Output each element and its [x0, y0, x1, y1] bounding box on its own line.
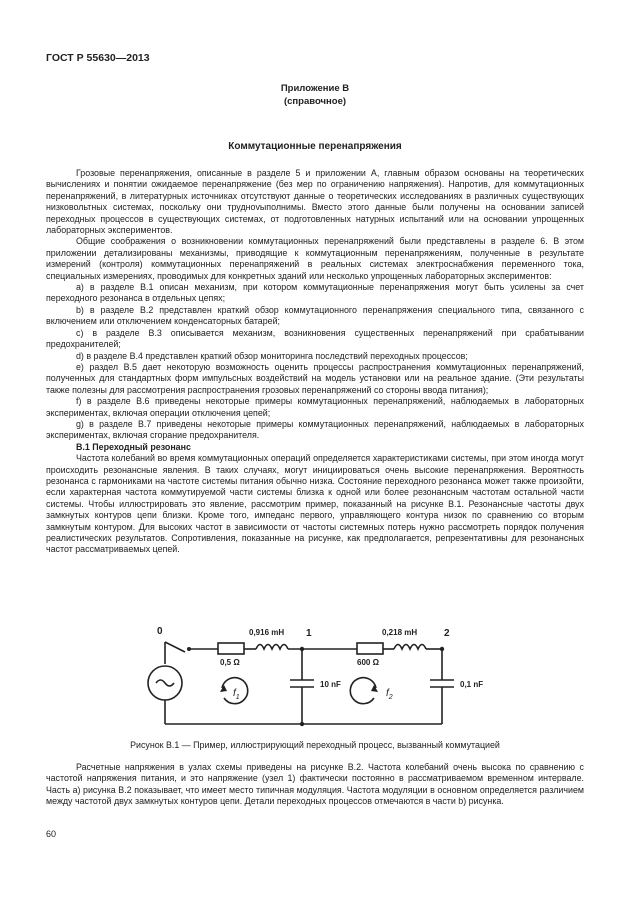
body-text-bottom	[46, 762, 584, 808]
circuit-diagram	[110, 620, 530, 732]
list-item: d) в разделе В.4 представлен краткий обзор мониторинга последствий переходных процессов;	[76, 350, 468, 361]
paragraph: Грозовые перенапряжения, описанные в разделе 5 и приложении А, главным образом основаны на теоретических вычислениях и понятии ожидаемое перенапряжение (без мер по ограничению напряжения). Напротив, для коммутационных перенапряжений, в литературных источниках отсутствуют данные о теоретических исследованиях в различных существующих низковольтных системах, поскольку они труднovыполнимы. Вместо этого данные были получены на основании записей переходных процессов в существующих системах, от подготовленных натурных испытаний или на основании упрощенных лабораторных экспериментов.	[46, 168, 584, 236]
inductor-2-label: 0,218 mH	[382, 628, 418, 637]
loop-1-label: $f_1$	[233, 688, 240, 701]
section-title: Коммутационные перенапряжения	[228, 141, 402, 152]
list-item: g) в разделе В.7 приведены некоторые примеры коммутационных перенапряжений, наблюдаемых в лабораторных экспериментах, включая сгорание предохранителя.	[46, 418, 584, 441]
resistor-1-label: 0,5 Ω	[220, 658, 240, 667]
appendix-type: (справочное)	[283, 96, 347, 107]
inductor-1-label: 0,916 mH	[249, 628, 285, 637]
page-number: 60	[46, 829, 57, 839]
list-item: b) в разделе В.2 представлен краткий обзор коммутационного перенапряжения специального типа, связанного с включением или отключением конденсаторных батарей;	[46, 304, 584, 327]
paragraph: Частота колебаний во время коммутационных операций определяется характеристиками системы, при этом иногда могут происходить резонансные явления. В таких случаях, могут инициироваться очень высокие перенапряжения. Вероятность резонанса с гармониками на частоте системы питания обычно низка. Состояние переходного резонанса может также произойти, если характерная частота коммутируемой части системы близка к одной или более резонансным частотам остальной части системы. Чтобы иллюстрировать это явление, рассмотрим пример, показанный на рисунке В.1. Резонансные частоты двух замкнутых контуров цепи близки. Кроме того, импеданс первого, управляющего контура низок по сравнению со вторым замкнутым контуром. Для высоких частот в зависимости от частоты системных потерь нужно рассмотреть порядок получения реалистических результатов. Сопротивления, показанные на рисунке, как предполагается, репрезентативны для резонансных частот рассматриваемых цепей.	[46, 453, 584, 555]
standard-code: ГОСТ Р 55630—2013	[46, 52, 150, 64]
list-item: e) раздел В.5 дает некоторую возможность оценить процессы распространения коммутационных перенапряжений, полученных для стандартных форм импульсных воздействий на модель установки или на реальное здание. (Эти результаты также полезны для рассмотрения распространения грозовых перенапряжений со стороны ввода питания);	[46, 361, 584, 395]
capacitor-1-label: 10 nF	[320, 680, 341, 689]
figure-caption: Рисунок В.1 — Пример, иллюстрирующий переходный процесс, вызванный коммутацией	[130, 740, 500, 750]
loop-2-label: $f_2$	[386, 688, 393, 701]
resistor-2-label: 600 Ω	[357, 658, 379, 667]
body-text	[46, 168, 584, 556]
paragraph: Расчетные напряжения в узлах схемы приведены на рисунке В.2. Частота колебаний очень высока по сравнению с частотой напряжения питания, и это напряжение (узел 1) фактически постоянно в рассматриваемом временном интервале. Часть а) рисунка В.2 показывает, что имеет место типичная модуляция. Частота модуляции в основном определяется различием между частотой двух замкнутых контуров цепи. Детали переходных процессов отмечаются в части b) рисунка.	[46, 762, 584, 807]
appendix-title: Приложение В	[280, 83, 350, 94]
paragraph: Общие соображения о возникновении коммутационных перенапряжений были представлены в разделе 6. В этом приложении детализированы механизмы, приводящие к коммутационным перенапряжениям, полученные в результате измерений (контроля) коммутационных перенапряжений в реальных системах электроснабжения переменного тока, специальных измерениях, проводимых для конкретных зданий или несколько упрощенных лабораторных экспериментов:	[46, 236, 584, 281]
node-1-label: 1	[306, 628, 312, 639]
list-item: а) в разделе В.1 описан механизм, при котором коммутационные перенапряжения могут быть усилены за счет переходного резонанса в отдельных цепях;	[46, 282, 584, 304]
list-item: f) в разделе В.6 приведены некоторые примеры коммутационных перенапряжений, наблюдаемых в лабораторных экспериментах, включая операции отключения цепей;	[46, 396, 584, 418]
subsection-title: В.1 Переходный резонанс	[76, 441, 191, 452]
list-item: c) в разделе В.3 описывается механизм, возникновения существенных перенапряжений при срабатывании предохранителей;	[46, 327, 584, 350]
node-2-label: 2	[444, 628, 450, 639]
capacitor-2-label: 0,1 nF	[460, 680, 484, 689]
node-0-label: 0	[157, 626, 163, 637]
